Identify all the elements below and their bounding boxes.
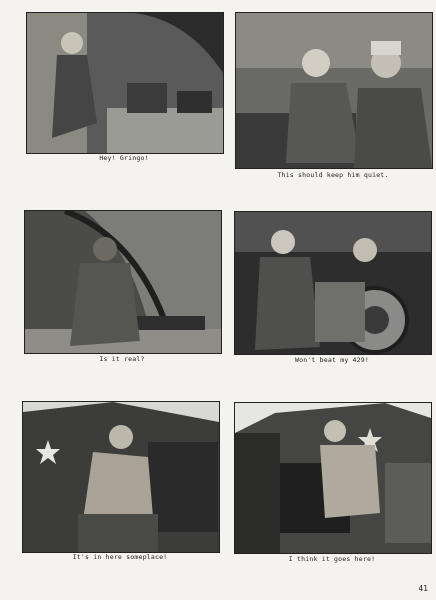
photo-gringo [26,12,224,154]
caption-keep-quiet: This should keep him quiet. [277,171,389,179]
caption-is-it-real: Is it real? [99,355,145,363]
caption-beat-my-429: Won't beat my 429! [294,356,370,364]
photo-keep-quiet [235,12,433,169]
caption-in-here-someplace: It's in here someplace! [72,553,168,561]
caption-think-it-goes-here: I think it goes here! [288,555,376,563]
photo-think-it-goes-here [234,402,432,554]
photo-in-here-someplace [22,401,220,553]
photo-beat-my-429 [234,211,432,355]
page-number: 41 [418,584,428,593]
photo-is-it-real [24,210,222,354]
caption-gringo: Hey! Gringo! [99,154,149,162]
